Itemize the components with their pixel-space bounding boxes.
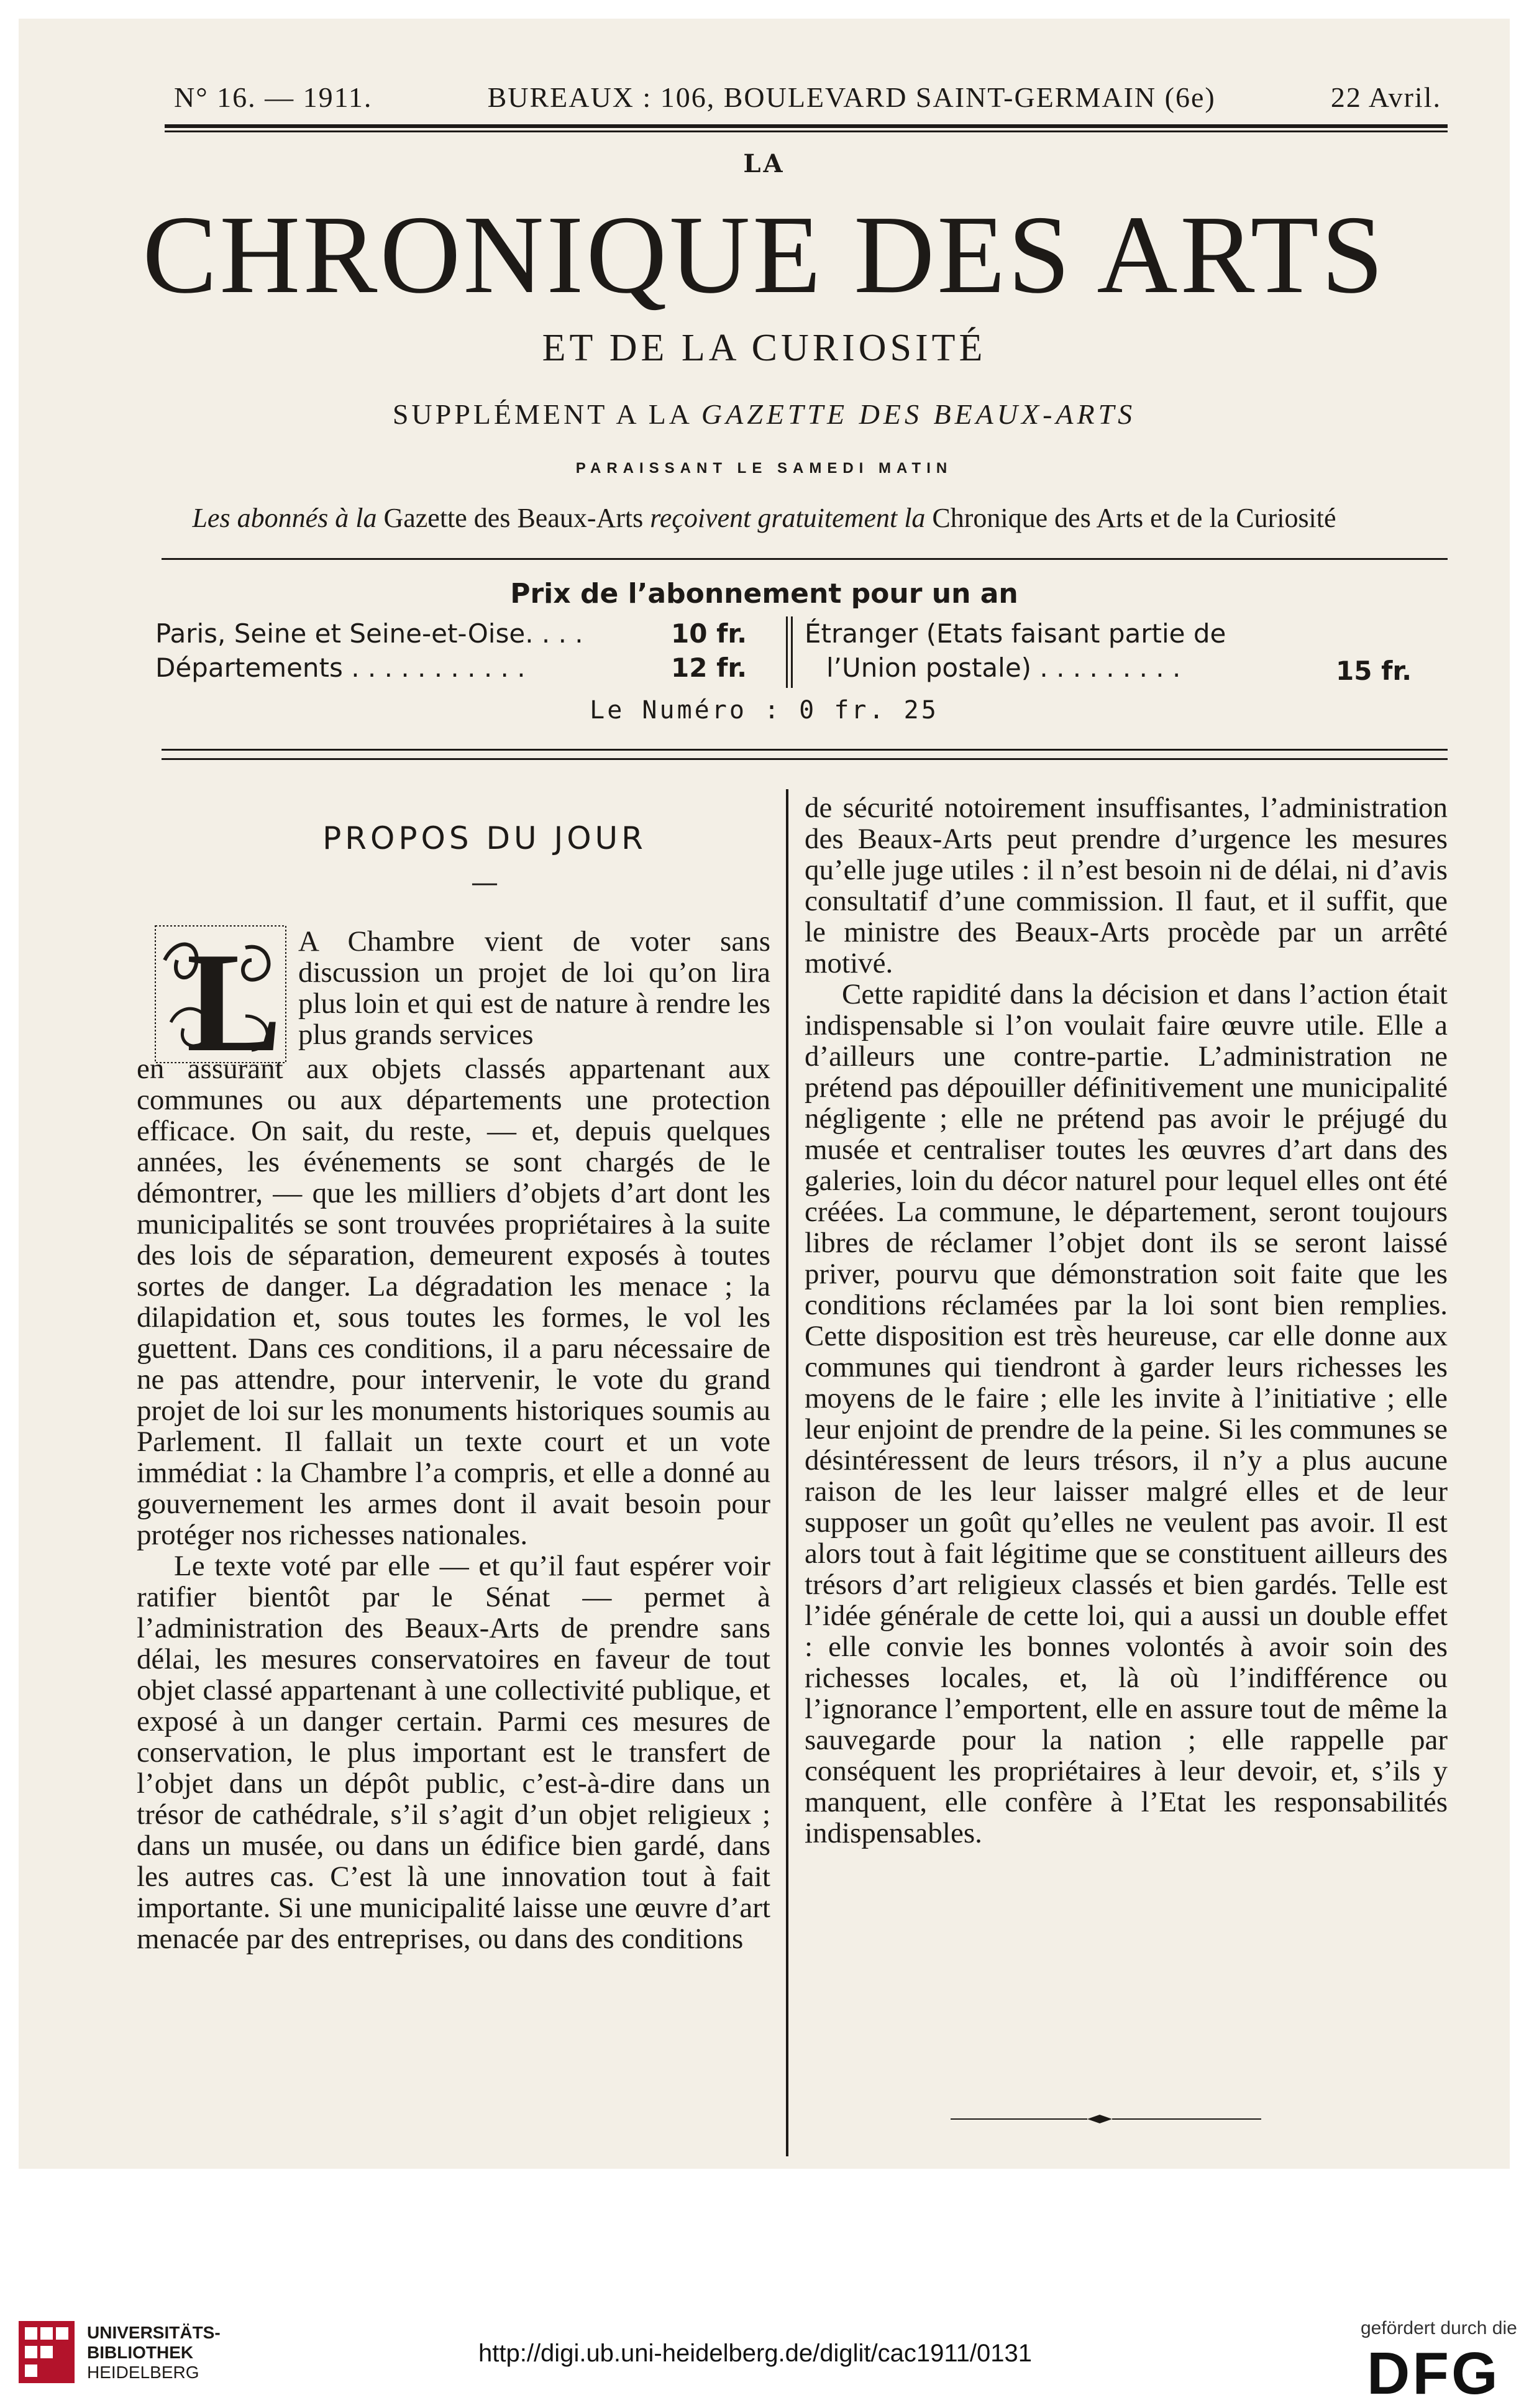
notice-italic-2: reçoivent gratuitement la xyxy=(650,503,926,533)
frequency-line: PARAISSANT LE SAMEDI MATIN xyxy=(575,460,953,477)
masthead-subtitle: ET DE LA CURIOSITÉ xyxy=(542,327,987,369)
price-etranger-1: Étranger (Etats faisant partie de xyxy=(805,618,1226,649)
library-name xyxy=(87,2323,221,2383)
price-etranger-2: l’Union postale) . . . . . . . . . xyxy=(826,652,1181,683)
notice-chronique: Chronique des Arts et de la Curiosité xyxy=(932,503,1336,533)
article-intro xyxy=(298,926,770,1050)
library-line-3: HEIDELBERG xyxy=(87,2363,199,2382)
column-separator xyxy=(786,789,788,2156)
dfg-logo: DFG xyxy=(1367,2340,1500,2407)
paragraph-4: Cette rapidité dans la décision et dans l’action était indispensable si l’on voulait faire œuvre utile. Elle a d’ailleurs une contre-partie. L’administration ne prétend pas dépouiller définitivement une municipalité négligente ; elle ne prétend pas avoir le préjugé du musée et centraliser toutes les œuvres d’art dans des galeries, loin du décor naturel pour lequel elles ont été créées. La commune, le département, seront toujours libres de réclamer l’objet dont ils se seront laissé priver, pourvu que démonstration soit faite que les conditions réclamées par la loi sont bien remplies. Cette disposition est très heureuse, car elle donne aux communes qui tiendront à garder leurs richesses les moyens de le faire ; elle les invite à l’initiative ; elle leur enjoint de prendre de la peine. Si les communes se désintéressent de leurs trésors, il n’y a plus aucune raison de les leur laisser malgré elles et de leur supposer un goût qu’elles ne veulent pas avoir. Il est alors tout à fait légitime que se constituent ailleurs des trésors d’art religieux classés et bien gardés. Telle est l’idée générale de cette loi, qui a aussi un double effet : elle convie les bonnes volontés à avoir soin des richesses locales, et, là où l’indifférence ou l’ignorance l’emportent, elle en assure tout de même la sauvegarde pour la nation ; elle rappelle par conséquent les propriétaires à leur devoir, et, s’ils y manquent, elle confère à l’Etat les responsabilités indispensables. xyxy=(805,978,1448,1849)
header-rule-thin xyxy=(165,130,1448,132)
left-column xyxy=(137,1053,770,1954)
article-title-dash: — xyxy=(471,867,498,899)
pricing-separator-2 xyxy=(791,616,793,688)
pricing-title: Prix de l’abonnement pour un an xyxy=(510,578,1018,610)
price-departements-amount: 12 fr. xyxy=(671,652,747,683)
dropcap-letter: L xyxy=(186,923,282,1066)
masthead-title: CHRONIQUE DES ARTS xyxy=(142,193,1386,316)
price-per-issue: Le Numéro : 0 fr. 25 xyxy=(590,696,939,725)
paragraph-2: Le texte voté par elle — et qu’il faut espérer voir ratifier bientôt par le Sénat — permet à l’administration des Beaux-Arts de prendre sans délai, les mesures conservatoires en faveur de tout objet classé appartenant à une collectivité publique, et exposé à un danger certain. Parmi ces mesures de conservation, le plus important est le transfert de l’objet dans un dépôt public, c’est-à-dire dans un trésor de cathédrale, s’il s’agit d’un objet religieux ; dans un musée, ou dans un édifice bien gardé, dans les autres cas. C’est là une innovation tout à fait importante. Si une municipalité laisse une œuvre d’art menacée par des entreprises, ou dans des conditions xyxy=(137,1550,770,1955)
pricing-rule-2 xyxy=(162,758,1448,760)
newspaper-page xyxy=(19,19,1510,2169)
price-paris-label: Paris, Seine et Seine-et-Oise. . . . xyxy=(155,618,583,649)
supplement-line xyxy=(19,398,1510,431)
issue-header xyxy=(174,81,1441,114)
subscriber-notice xyxy=(19,502,1510,534)
issue-date: 22 Avril. xyxy=(1330,81,1441,113)
library-line-2: BIBLIOTHEK xyxy=(87,2343,194,2362)
ornamental-dropcap-icon xyxy=(152,923,304,1072)
price-etranger-amount: 15 fr. xyxy=(1336,656,1412,686)
intro-paragraph: A Chambre vient de voter sans discussion un projet de loi qu’on lira plus loin et qui est de nature à rendre les plus grands services xyxy=(298,925,770,1051)
permalink[interactable]: http://digi.ub.uni-heidelberg.de/diglit/cac1911/0131 xyxy=(478,2340,1033,2367)
price-paris xyxy=(155,618,583,649)
article-title: PROPOS DU JOUR xyxy=(322,820,647,856)
paragraph-3: de sécurité notoirement insuffisantes, l’administration des Beaux-Arts peut prendre d’urgence les mesures qu’elle juge utiles : il n’est besoin ni de délai, ni d’avis consultatif d’une commission. Il faut, et il suffit, que le ministre des Beaux-Arts procède par un arrêté motivé. xyxy=(805,792,1448,979)
notice-gazette: Gazette des Beaux-Arts xyxy=(383,503,644,533)
end-ornament-icon xyxy=(951,2113,1261,2125)
price-departements: Départements . . . . . . . . . . . xyxy=(155,652,526,683)
price-paris-amount: 10 fr. xyxy=(671,618,747,649)
masthead-la: LA xyxy=(743,149,785,178)
supplement-gazette: GAZETTE DES BEAUX-ARTS xyxy=(701,398,1136,430)
header-rule xyxy=(165,124,1448,128)
bureaux-address: BUREAUX : 106, BOULEVARD SAINT-GERMAIN (6e) xyxy=(487,81,1216,113)
pricing-rule xyxy=(162,749,1448,751)
supplement-prefix: SUPPLÉMENT A LA xyxy=(392,398,691,430)
funding-note: gefördert durch die xyxy=(1361,2318,1517,2338)
pricing-separator xyxy=(786,616,788,688)
issue-number: N° 16. — 1911. xyxy=(174,81,373,113)
paragraph-1: en assurant aux objets classés appartenant aux communes ou aux départements une protection efficace. On sait, du reste, — et, depuis quelques années, les événements se sont chargés de le démontrer, — que les milliers d’objets d’art dont les municipalités se sont trouvées propriétaires à la suite des lois de séparation, demeurent exposés à toutes sortes de danger. La dégradation les menace ; la dilapidation et, sous toutes les formes, le vol les guettent. Dans ces conditions, il a paru nécessaire de ne pas attendre, pour intervenir, le vote du grand projet de loi sur les monuments historiques soumis au Parlement. Il fallait un texte court et un vote immédiat : la Chambre l’a compris, et elle a donné au gouvernement les armes dont il avait besoin pour protéger nos richesses nationales. xyxy=(137,1053,770,1551)
notice-italic-1: Les abonnés à la xyxy=(192,503,377,533)
masthead-rule xyxy=(162,558,1448,560)
library-logo-icon xyxy=(16,2318,78,2386)
right-column xyxy=(805,792,1448,1849)
library-line-1: UNIVERSITÄTS- xyxy=(87,2323,221,2342)
